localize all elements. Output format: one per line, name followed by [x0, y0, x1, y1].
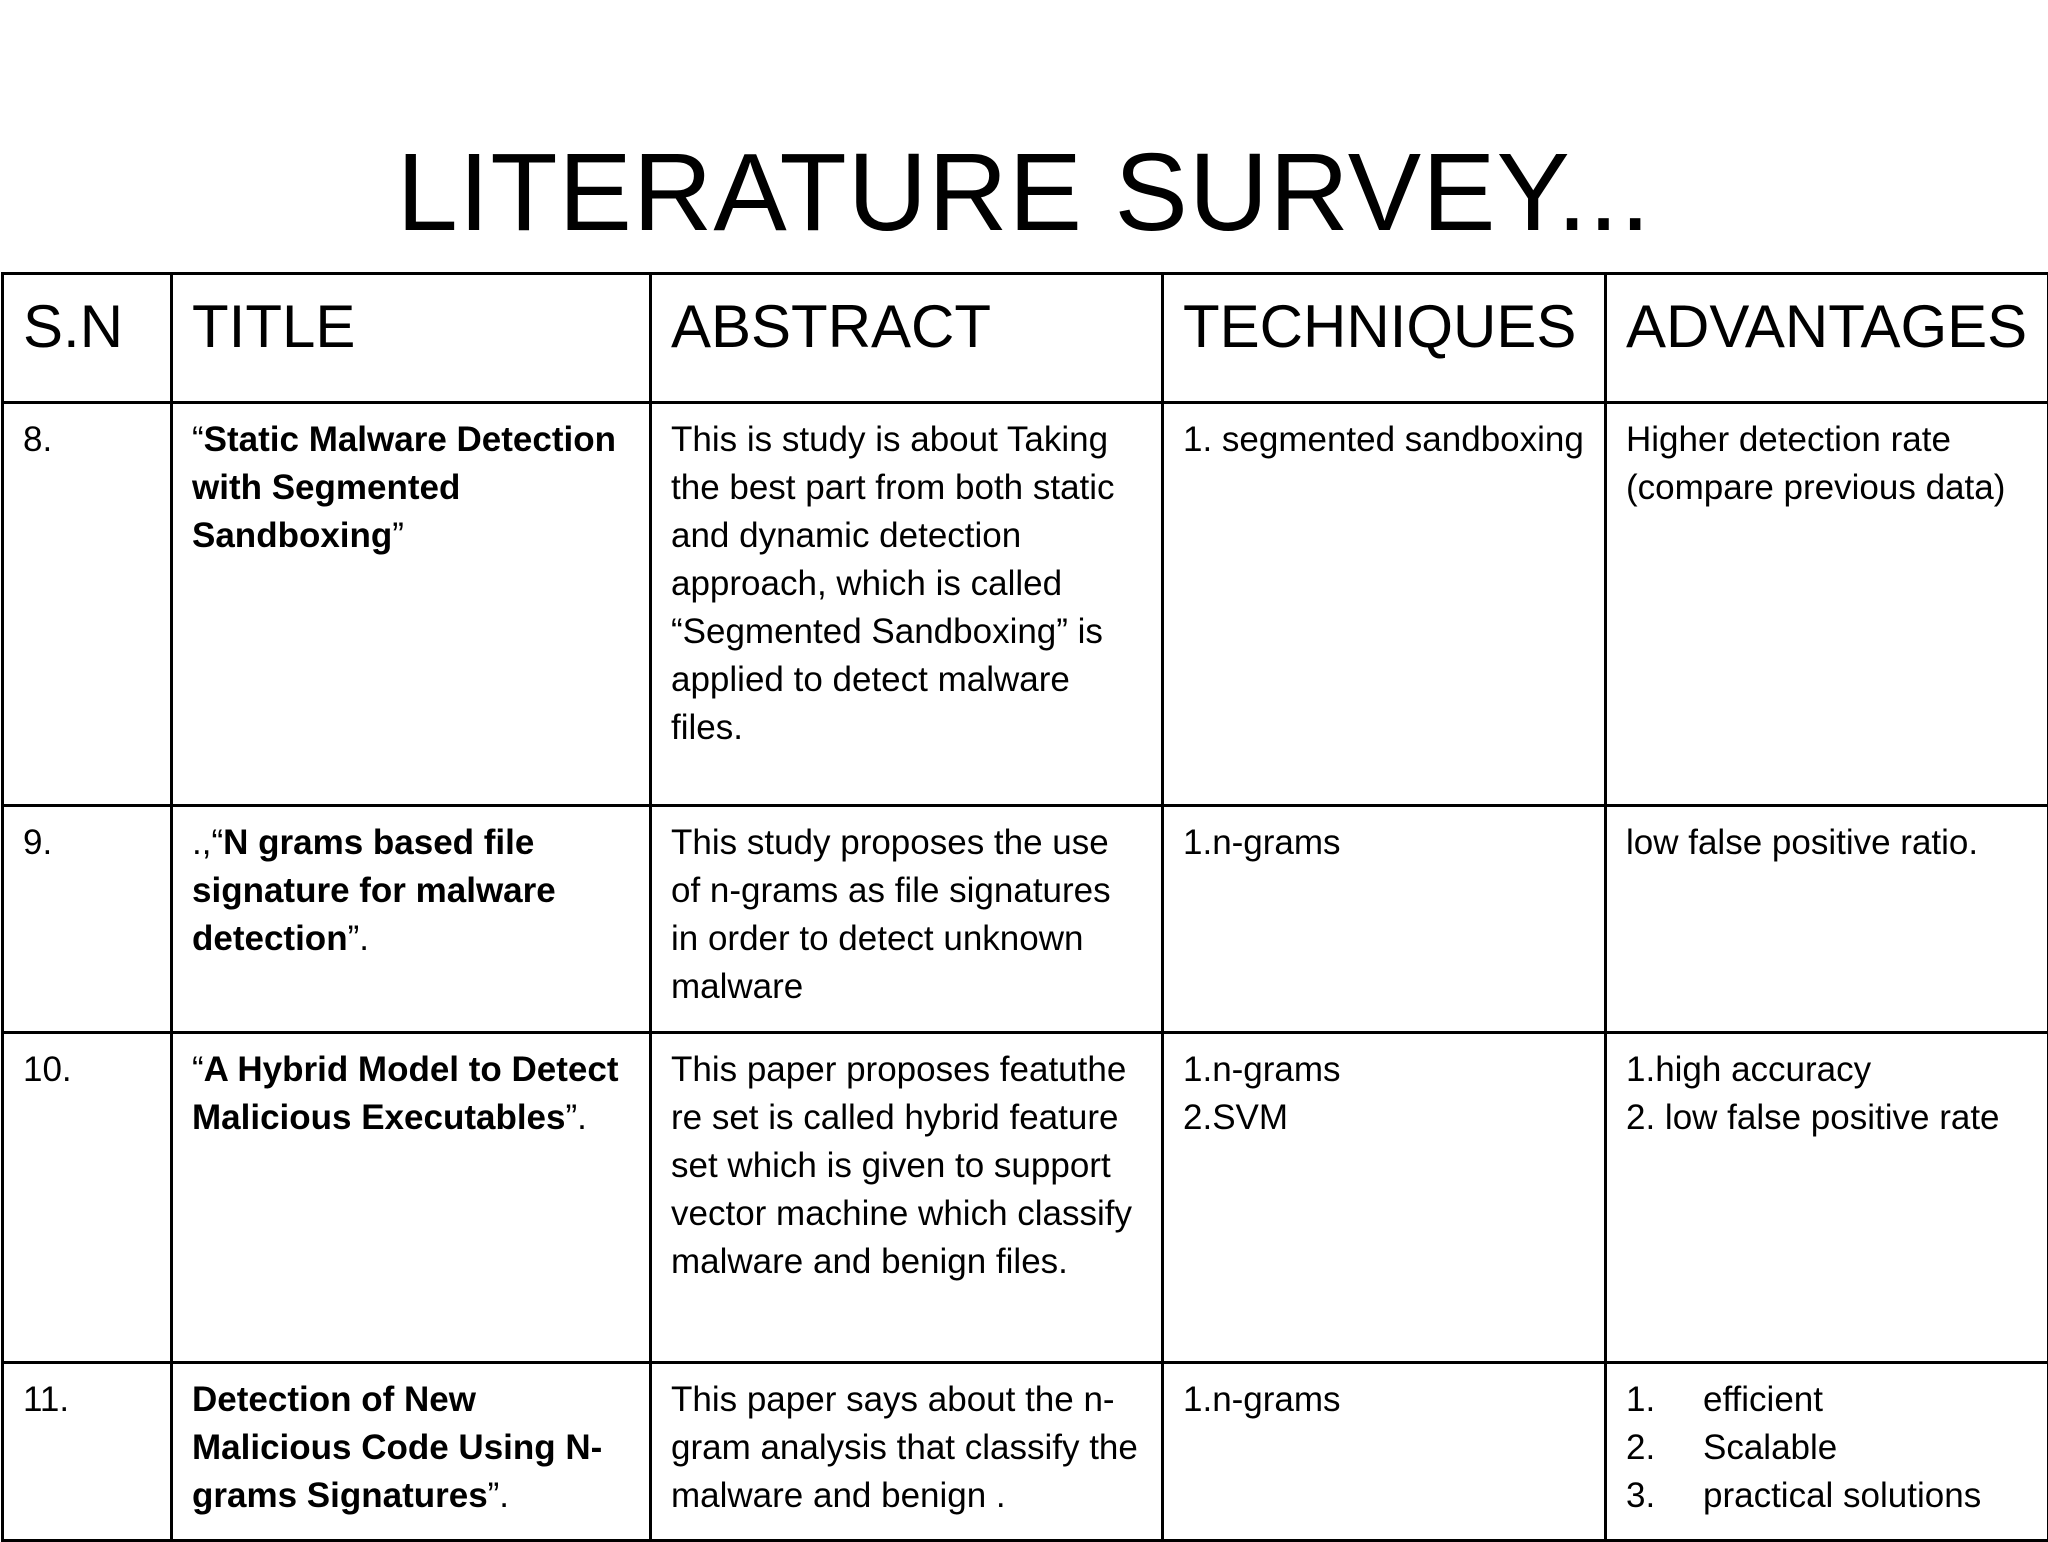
list-item-number: 3.	[1626, 1472, 1703, 1520]
list-item	[1626, 1472, 2028, 1520]
literature-survey-table	[1, 272, 2048, 1542]
advantages-list	[1626, 1376, 2028, 1520]
list-item	[1626, 1424, 2028, 1472]
title-text: A Hybrid Model to Detect Malicious Executables	[192, 1050, 619, 1137]
list-item-number: 2.	[1626, 1424, 1703, 1472]
title-text: Detection of New Malicious Code Using N-grams Signatures	[192, 1380, 602, 1515]
list-item-text: Scalable	[1703, 1424, 1837, 1472]
list-item	[1626, 1376, 2028, 1424]
cell-title	[172, 403, 651, 806]
header-advantages: ADVANTAGES	[1606, 274, 2048, 403]
cell-abstract: This study proposes the use of n-grams as file signatures in order to detect unknown malware	[651, 806, 1163, 1033]
title-text: Static Malware Detection with Segmented Sandboxing	[192, 420, 616, 555]
cell-techniques: 1.n-grams	[1163, 806, 1606, 1033]
list-item-text: efficient	[1703, 1376, 1823, 1424]
cell-advantages: 1.high accuracy 2. low false positive rate	[1606, 1033, 2048, 1363]
title-prefix: .,“	[192, 823, 223, 862]
cell-techniques: 1. segmented sandboxing	[1163, 403, 1606, 806]
header-abstract: ABSTRACT	[651, 274, 1163, 403]
table-row	[3, 806, 2048, 1033]
cell-sn: 9.	[3, 806, 172, 1033]
title-prefix: “	[192, 1050, 204, 1089]
cell-advantages	[1606, 1363, 2048, 1541]
cell-abstract: This paper says about the n-gram analysis that classify the malware and benign .	[651, 1363, 1163, 1541]
cell-abstract: This is study is about Taking the best part from both static and dynamic detection approach, which is called “Segmented Sandboxing” is applied to detect malware files.	[651, 403, 1163, 806]
header-sn: S.N	[3, 274, 172, 403]
table-row	[3, 1033, 2048, 1363]
header-title: TITLE	[172, 274, 651, 403]
cell-advantages: low false positive ratio.	[1606, 806, 2048, 1033]
cell-techniques: 1.n-grams 2.SVM	[1163, 1033, 1606, 1363]
list-item-number: 1.	[1626, 1376, 1703, 1424]
list-item-text: practical solutions	[1703, 1472, 1981, 1520]
table-header-row	[3, 274, 2048, 403]
cell-title	[172, 806, 651, 1033]
cell-sn: 8.	[3, 403, 172, 806]
cell-title	[172, 1363, 651, 1541]
cell-title	[172, 1033, 651, 1363]
title-prefix: “	[192, 420, 204, 459]
cell-techniques: 1.n-grams	[1163, 1363, 1606, 1541]
table-row	[3, 403, 2048, 806]
cell-sn: 11.	[3, 1363, 172, 1541]
title-suffix: ”.	[565, 1098, 586, 1137]
cell-advantages: Higher detection rate (compare previous data)	[1606, 403, 2048, 806]
header-techniques: TECHNIQUES	[1163, 274, 1606, 403]
cell-sn: 10.	[3, 1033, 172, 1363]
title-suffix: ”.	[348, 919, 369, 958]
cell-abstract: This paper proposes featuthe re set is called hybrid feature set which is given to support vector machine which classify malware and benign files.	[651, 1033, 1163, 1363]
title-suffix: ”	[392, 516, 404, 555]
table-row	[3, 1363, 2048, 1541]
title-text: N grams based file signature for malware detection	[192, 823, 556, 958]
slide-title: LITERATURE SURVEY...	[0, 128, 2048, 258]
title-suffix: ”.	[488, 1476, 509, 1515]
